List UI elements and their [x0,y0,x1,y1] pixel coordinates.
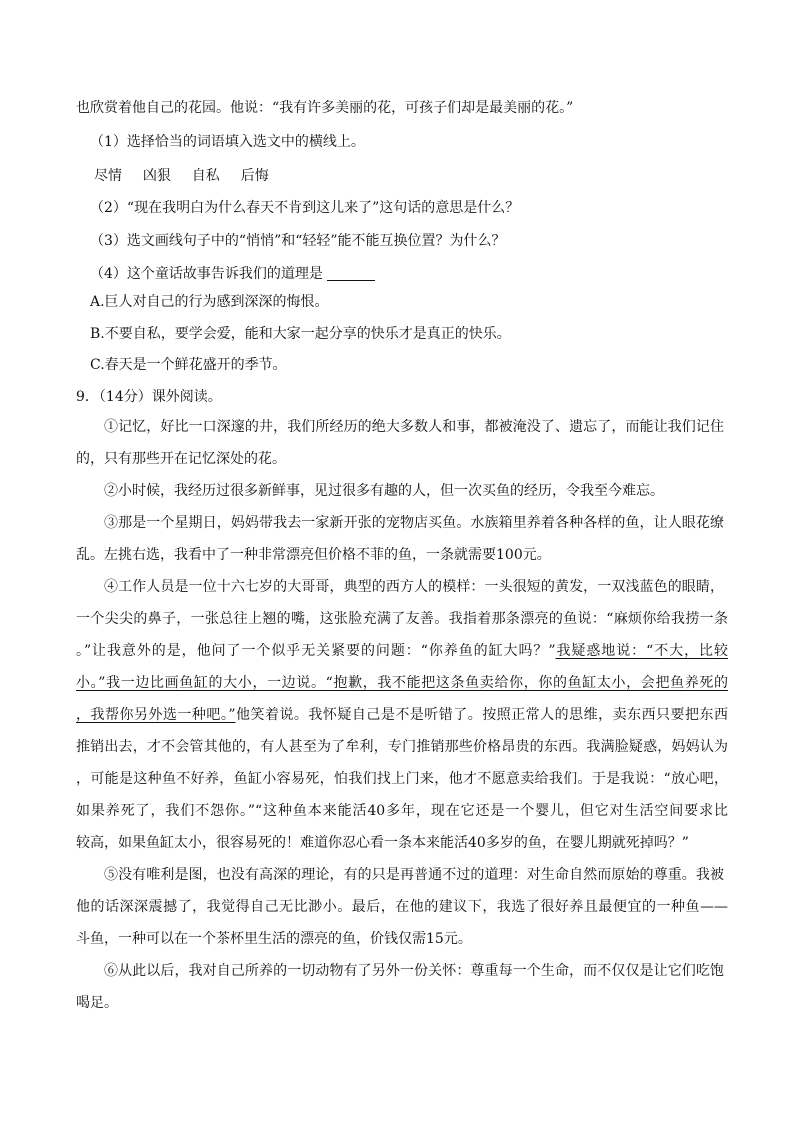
paragraph-4-line: 一个尖尖的鼻子，一张总往上翘的嘴，这张脸充满了友善。我指着那条漂亮的鱼说：“麻烦你给我捞一条 [76,611,728,627]
question-1: （1）选择恰当的词语填入选文中的横线上。 [90,134,365,150]
question-3: （3）选文画线句子中的“悄悄”和“轻轻”能不能互换位置？为什么？ [90,233,506,249]
paragraph-4-line [76,705,728,725]
paragraph-5-line: ⑤没有唯利是图，也没有高深的理论，有的只是再普通不过的道理：对生命自然而原始的尊重。我被 [104,867,724,883]
option-a: A.巨人对自己的行为感到深深的悔恨。 [90,294,329,310]
paragraph-4-line: ，可能是这种鱼不好养，鱼缸小容易死，怕我们找上门来，他才不愿意卖给我们。于是我说：“放心吧， [76,771,728,787]
paragraph-4-line: 较高，如果鱼缸太小，很容易死的！难道你忍心看一条本来能活40多岁的鱼，在婴儿期就死掉吗？” [76,835,689,851]
paragraph-4-line: 推销出去，才不会管其他的，有人甚至为了牟利，专门推销那些价格昂贵的东西。我满脸疑惑，妈妈认为 [76,739,728,755]
underlined-sentence: 小。”我一边比画鱼缸的大小，一边说。“抱歉，我不能把这条鱼卖给你，你的鱼缸太小，会把鱼养死的 [76,675,728,691]
question-2: （2）“现在我明白为什么春天不肯到这儿来了”这句话的意思是什么？ [90,200,520,216]
paragraph-6-line: 喝足。 [76,995,118,1011]
paragraph-4-line: 如果养死了，我们不怨你。”“这种鱼本来能活40多年，现在它还是一个婴儿，但它对生活空间要求比 [76,803,728,819]
underlined-sentence: ，我帮你另外选一种吧。” [76,707,236,723]
paragraph-2: ②小时候，我经历过很多新鲜事，见过很多有趣的人，但一次买鱼的经历，令我至今难忘。 [104,483,664,499]
paragraph-3-line: ③那是一个星期日，妈妈带我去一家新开张的宠物店买鱼。水族箱里养着各种各样的鱼，让人眼花缭 [104,515,724,531]
question-4 [90,264,742,284]
paragraph-4-line: ④工作人员是一位十六七岁的大哥哥，典型的西方人的模样：一头很短的黄发，一双浅蓝色的眼睛， [104,579,724,595]
plain-text: 。”让我意外的是，他问了一个似乎无关紧要的问题：“你养鱼的缸大吗？” [76,643,556,659]
paragraph-1-line: 的，只有那些开在记忆深处的花。 [76,451,286,467]
paragraph-5-line: 他的话深深震撼了，我觉得自己无比渺小。最后，在他的建议下，我选了很好养且最便宜的一种鱼—— [76,899,728,915]
question-9-heading: 9．（14分）课外阅读。 [76,389,222,405]
option-b: B.不要自私，要学会爱，能和大家一起分享的快乐才是真正的快乐。 [90,326,511,342]
paragraph-6-line: ⑥从此以后，我对自己所养的一切动物有了另外一份关怀：尊重每一个生命，而不仅仅是让它们吃饱 [104,963,724,979]
paragraph-3-line: 乱。左挑右选，我看中了一种非常漂亮但价格不菲的鱼，一条就需要100元。 [76,547,551,563]
word-choices: 尽情 凶狠 自私 后悔 [94,168,269,184]
text-line: 也欣赏着他自己的花园。他说：“我有许多美丽的花，可孩子们却是最美丽的花。” [76,100,574,116]
plain-text: 他笑着说。我怀疑自己是不是听错了。按照正常人的思维，卖东西只要把东西 [235,707,728,723]
question-4-text: （4）这个童话故事告诉我们的道理是 [90,266,323,282]
answer-blank[interactable] [327,266,375,281]
paragraph-1-line: ①记忆，好比一口深邃的井，我们所经历的绝大多数人和事，都被淹没了、遗忘了，而能让我们记住 [104,419,724,435]
option-c: C.春天是一个鲜花盛开的季节。 [90,357,287,373]
underlined-sentence: 我疑惑地说：“不大，比较 [555,643,728,659]
paragraph-4-line [76,641,728,661]
paragraph-5-line: 斗鱼，一种可以在一个茶杯里生活的漂亮的鱼，价钱仅需15元。 [76,931,472,947]
